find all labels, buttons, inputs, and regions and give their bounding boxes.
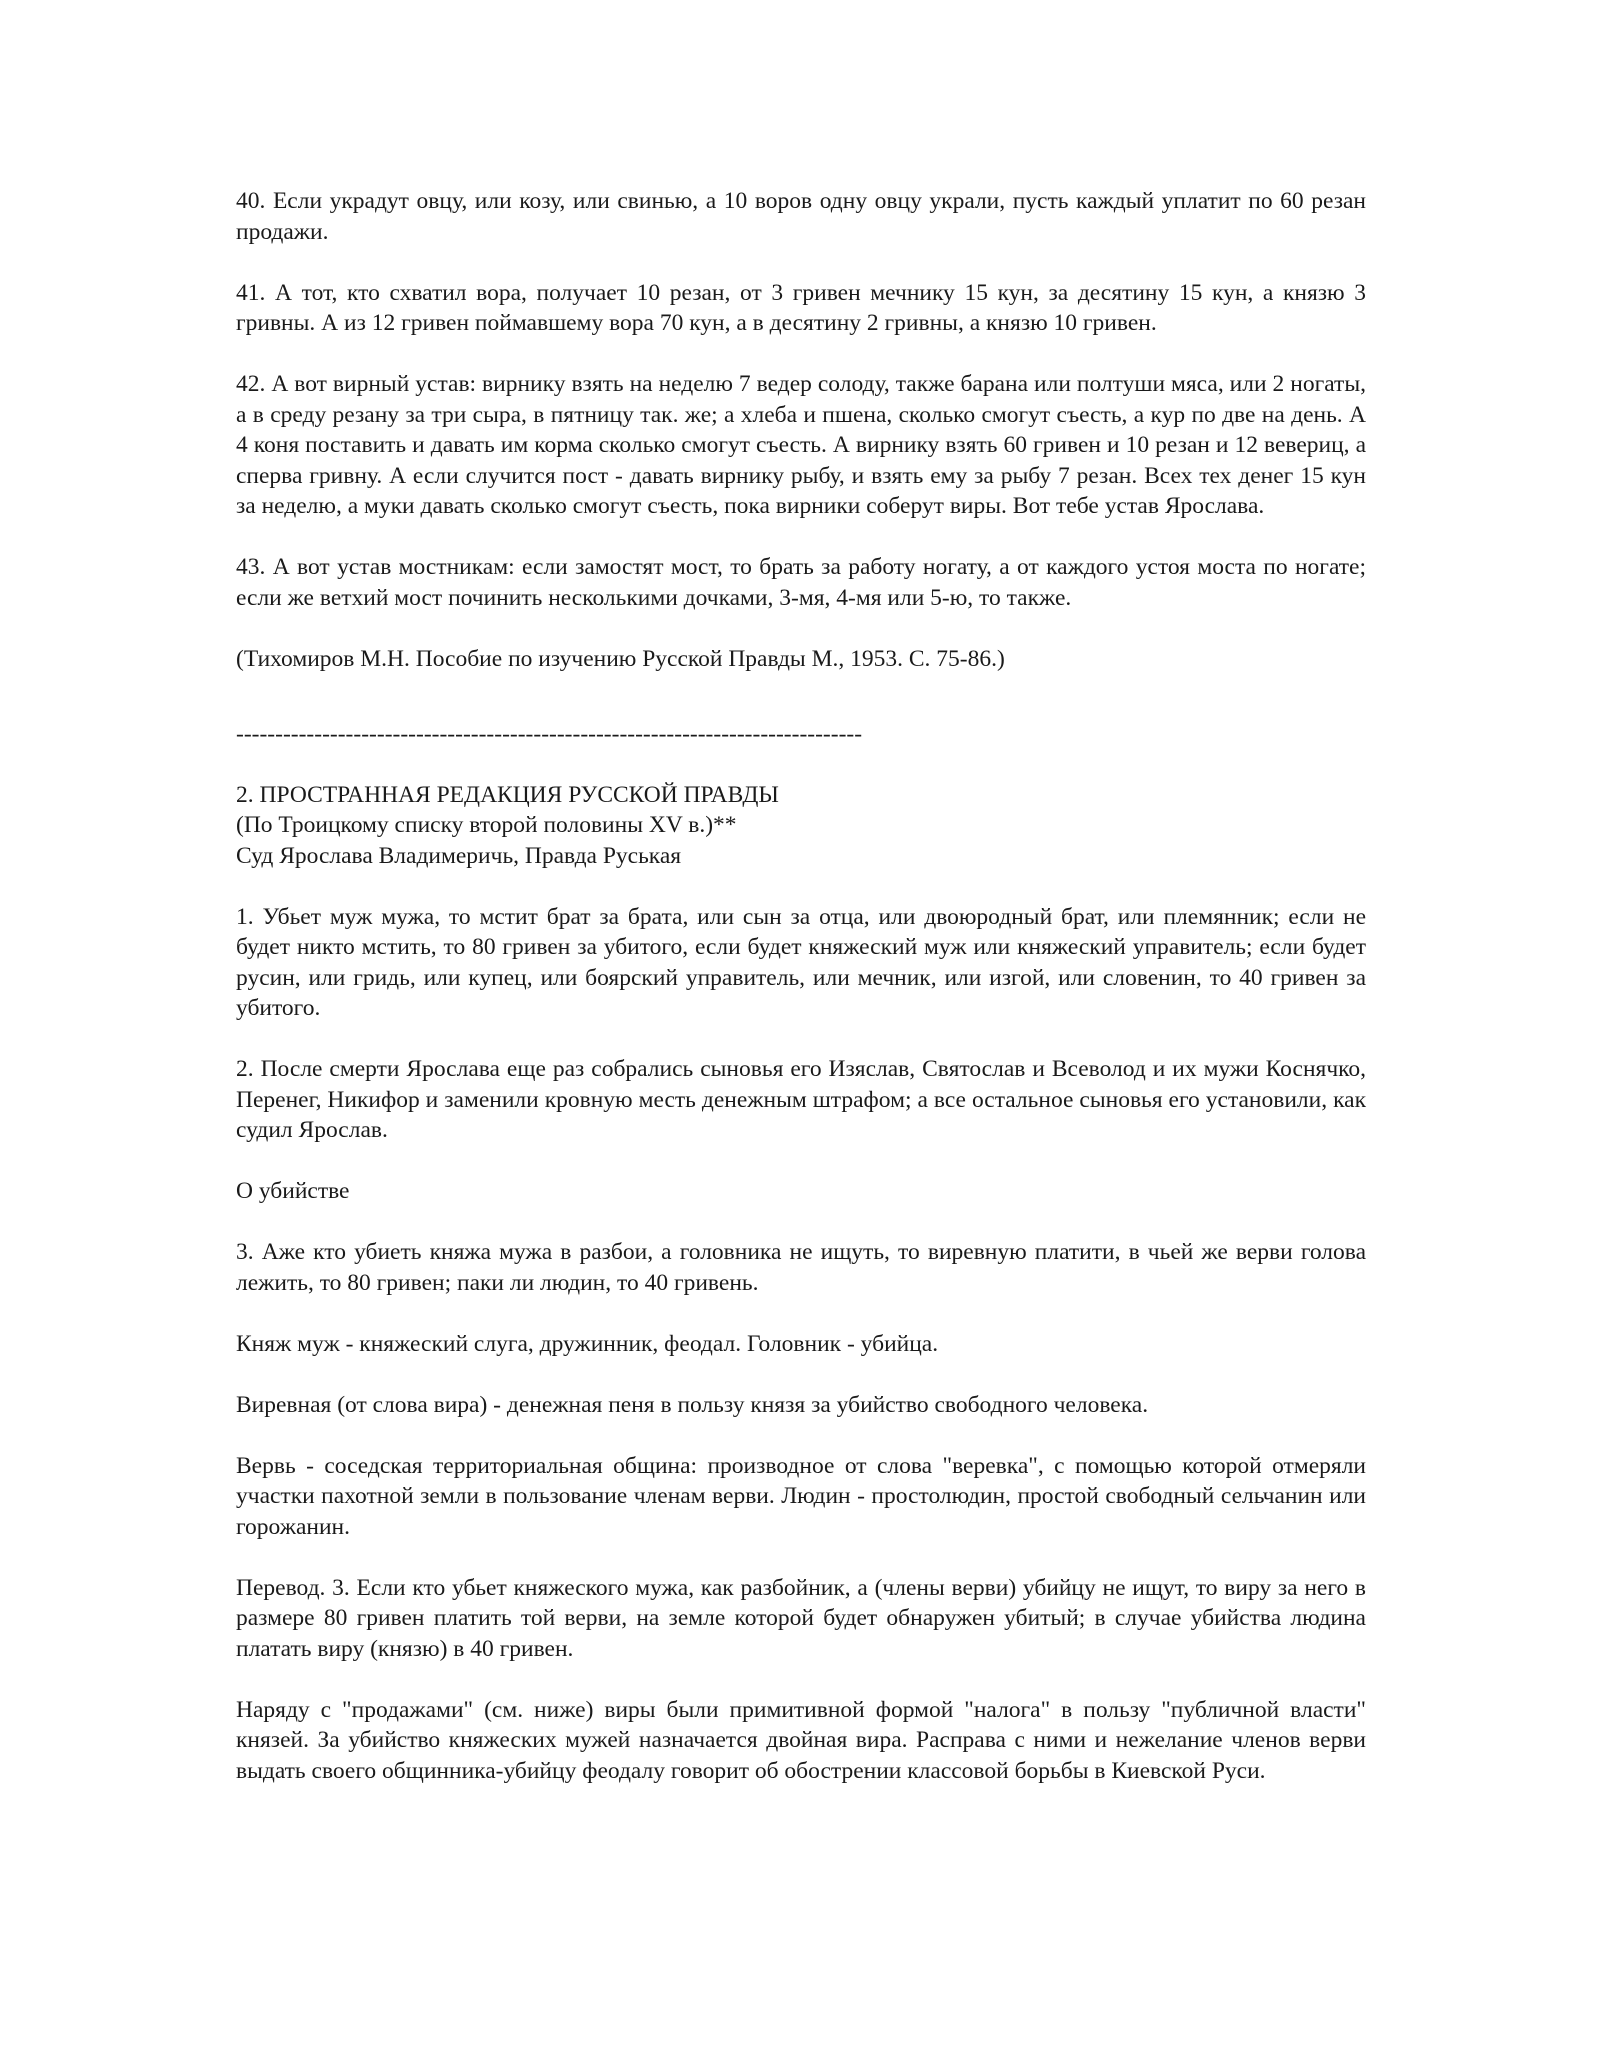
section-caption: Суд Ярослава Владимеричь, Правда Руськая <box>236 842 682 869</box>
section-subtitle: (По Троицкому списку второй половины XV в.)** <box>236 812 737 838</box>
paragraph-41: 41. А тот, кто схватил вора, получает 10 резан, от 3 гривен мечнику 15 кун, за десятину 15 кун, а князю 3 гривны. А из 12 гривен поймавшему вора 70 кун, а в десятину 2 гривны, а князю 10 гривен. <box>236 279 1366 336</box>
article-1: 1. Убьет муж мужа, то мстит брат за брата, или сын за отца, или двоюродный брат, или племянник; если не будет никто мстить, то 80 гривен за убитого, если будет княжеский муж или княжеский управитель; если будет русин, или гридь, или купец, или боярский управитель, или мечник, или изгой, или словенин, то 40 гривен за убитого. <box>236 903 1366 1021</box>
note-knyazh-muzh: Княж муж - княжеский слуга, дружинник, феодал. Головник - убийца. <box>236 1330 939 1357</box>
commentary: Наряду с "продажами" (см. ниже) виры были примитивной формой "налога" в пользу "публичной власти" князей. За убийство княжеских мужей назначается двойная вира. Расправа с ними и нежелание членов верви выдать своего общинника-убийцу феодалу говорит об обострении классовой борьбы в Киевской Руси. <box>236 1696 1366 1784</box>
article-2: 2. После смерти Ярослава еще раз собрались сыновья его Изяслав, Святослав и Всеволод и их мужи Коснячко, Перенег, Никифор и заменили кровную месть денежным штрафом; а все остальное сыновья его установили, как судил Ярослав. <box>236 1056 1366 1143</box>
section-title: 2. ПРОСТРАННАЯ РЕДАКЦИЯ РУССКОЙ ПРАВДЫ <box>236 781 779 808</box>
section-heading <box>236 780 1366 872</box>
document-page <box>236 186 1366 1817</box>
section-separator: -------------------------------------------------------------------------------- <box>236 721 863 747</box>
note-verv: Вервь - соседская территориальная община: производное от слова "веревка", с помощью которой отмеряли участки пахотной земли в пользование членам верви. Людин - простолюдин, простой свободный сельчанин или горожанин. <box>236 1452 1366 1540</box>
subheading-murder: О убийстве <box>236 1178 350 1204</box>
paragraph-43: 43. А вот устав мостникам: если замостят мост, то брать за работу ногату, а от каждого устоя моста по ногате; если же ветхий мост починить несколькими дочками, 3-мя, 4-мя или 5-ю, то также. <box>236 554 1366 611</box>
paragraph-40: 40. Если украдут овцу, или козу, или свинью, а 10 воров одну овцу украли, пусть каждый уплатит по 60 резан продажи. <box>236 188 1366 245</box>
translation-3: Перевод. 3. Если кто убьет княжеского мужа, как разбойник, а (члены верви) убийцу не ищут, то виру за него в размере 80 гривен платить той верви, на земле которой будет обнаружен убитый; в случае убийства людина платать виру (князю) в 40 гривен. <box>236 1574 1366 1662</box>
source-citation: (Тихомиров М.Н. Пособие по изучению Русской Правды М., 1953. С. 75-86.) <box>236 645 1005 672</box>
article-3: 3. Аже кто убиеть княжа мужа в разбои, а головника не ищуть, то виревную платити, в чьей же верви голова лежить, то 80 гривен; паки ли людин, то 40 гривень. <box>236 1239 1366 1296</box>
paragraph-42: 42. А вот вирный устав: вирнику взять на неделю 7 ведер солоду, также барана или полтуши мяса, или 2 ногаты, а в среду резану за три сыра, в пятницу так. же; а хлеба и пшена, сколько смогут съесть, а кур по две на день. А 4 коня поставить и давать им корма сколько смогут съесть. А вирнику взять 60 гривен и 10 резан и 12 вевериц, а сперва гривну. А если случится пост - давать вирнику рыбу, и взять ему за рыбу 7 резан. Всех тех денег 15 кун за неделю, а муки давать сколько смогут съесть, пока вирники соберут виры. Вот тебе устав Ярослава. <box>236 371 1366 519</box>
note-virevnaya: Виревная (от слова вира) - денежная пеня в пользу князя за убийство свободного человека. <box>236 1391 1149 1418</box>
